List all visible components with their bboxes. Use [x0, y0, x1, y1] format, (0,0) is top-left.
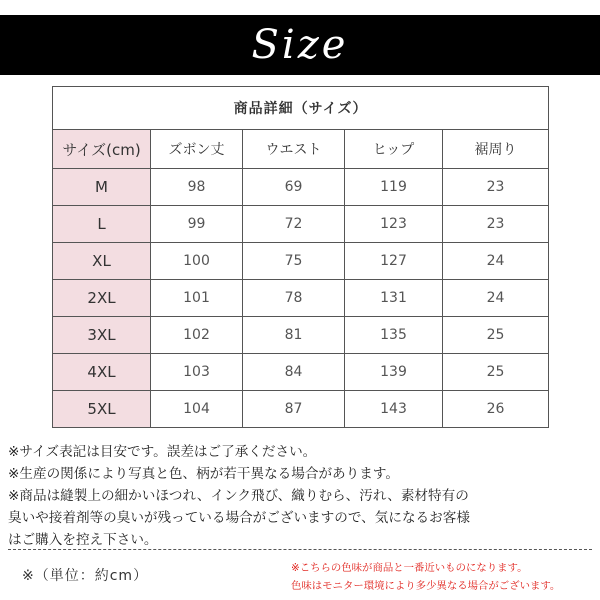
cell-size: 3XL [53, 317, 151, 354]
note-line: ※生産の関係により写真と色、柄が若干異なる場合があります。 [8, 466, 399, 482]
cell-waist: 75 [243, 243, 345, 280]
note-line: 臭いや接着剤等の臭いが残っている場合がございますので、気になるお客様 [8, 510, 470, 526]
column-header-hem: 裾周り [443, 130, 549, 169]
cell-hip: 131 [345, 280, 443, 317]
cell-length: 99 [151, 206, 243, 243]
cell-length: 103 [151, 354, 243, 391]
cell-length: 98 [151, 169, 243, 206]
dashed-divider [8, 549, 592, 550]
cell-hip: 119 [345, 169, 443, 206]
cell-size: L [53, 206, 151, 243]
cell-waist: 69 [243, 169, 345, 206]
table-caption-row [53, 87, 549, 130]
cell-waist: 72 [243, 206, 345, 243]
cell-hem: 26 [443, 391, 549, 428]
cell-hip: 139 [345, 354, 443, 391]
cell-hem: 23 [443, 169, 549, 206]
cell-waist: 78 [243, 280, 345, 317]
size-table [52, 86, 549, 428]
table-row [53, 280, 549, 317]
color-notes [291, 559, 596, 595]
note-line: ※サイズ表記は目安です。誤差はご了承ください。 [8, 444, 317, 460]
table-row [53, 391, 549, 428]
cell-hip: 135 [345, 317, 443, 354]
cell-hip: 143 [345, 391, 443, 428]
cell-waist: 81 [243, 317, 345, 354]
cell-hem: 25 [443, 354, 549, 391]
column-header-waist: ウエスト [243, 130, 345, 169]
cell-size: XL [53, 243, 151, 280]
cell-waist: 84 [243, 354, 345, 391]
notes [8, 441, 596, 551]
cell-length: 100 [151, 243, 243, 280]
cell-hem: 24 [443, 280, 549, 317]
cell-length: 101 [151, 280, 243, 317]
cell-hem: 24 [443, 243, 549, 280]
table-caption: 商品詳細（サイズ） [53, 87, 549, 130]
table-row [53, 243, 549, 280]
cell-length: 102 [151, 317, 243, 354]
table-row [53, 169, 549, 206]
cell-hip: 127 [345, 243, 443, 280]
page-title: Size [251, 22, 349, 68]
column-header-length: ズボン丈 [151, 130, 243, 169]
cell-size: 4XL [53, 354, 151, 391]
table-row [53, 354, 549, 391]
cell-size: 5XL [53, 391, 151, 428]
column-header-size: サイズ(cm) [53, 130, 151, 169]
column-header-hip: ヒップ [345, 130, 443, 169]
cell-size: M [53, 169, 151, 206]
color-note-line: ※こちらの色味が商品と一番近いものになります。 [291, 562, 528, 574]
cell-size: 2XL [53, 280, 151, 317]
note-line: はご購入を控え下さい。 [8, 532, 158, 548]
table-header-row [53, 130, 549, 169]
table-row [53, 317, 549, 354]
table-row [53, 206, 549, 243]
note-line: ※商品は縫製上の細かいほつれ、インク飛び、織りむら、汚れ、素材特有の [8, 488, 469, 504]
unit-note: ※（単位：約cm） [22, 568, 149, 584]
cell-length: 104 [151, 391, 243, 428]
cell-hem: 25 [443, 317, 549, 354]
color-note-line: 色味はモニター環境により多少異なる場合がございます。 [291, 580, 561, 592]
cell-waist: 87 [243, 391, 345, 428]
title-banner [0, 15, 600, 75]
size-rows [53, 169, 549, 428]
cell-hem: 23 [443, 206, 549, 243]
cell-hip: 123 [345, 206, 443, 243]
